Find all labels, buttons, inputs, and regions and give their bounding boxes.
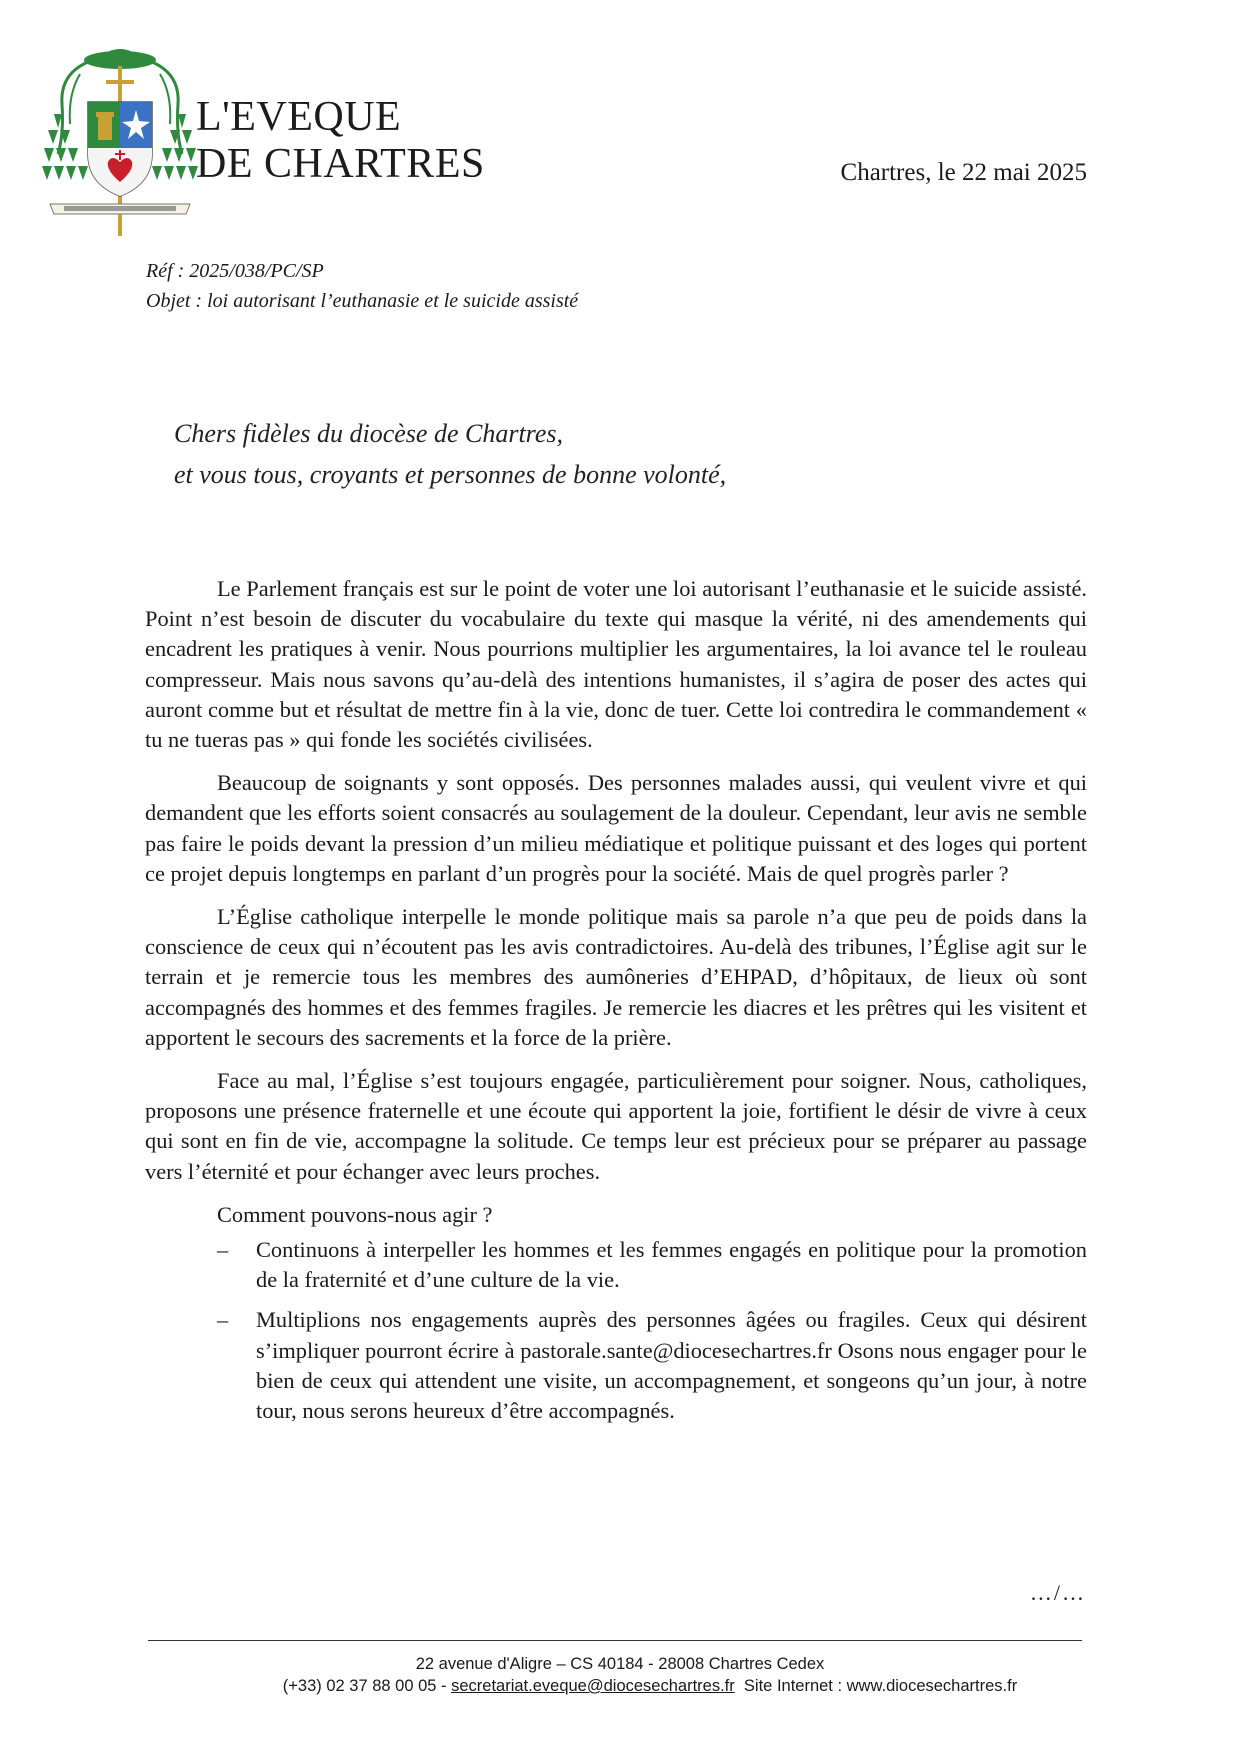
coat-of-arms-icon [40,44,200,239]
letter-body [145,574,1087,1436]
action-list [145,1235,1087,1426]
footer-website: Site Internet : www.diocesechartres.fr [743,1677,1018,1695]
salutation [174,413,726,495]
reference-block [146,256,578,316]
dash-bullet: – [217,1237,229,1263]
paragraph: L’Église catholique interpelle le monde politique mais sa parole n’a que peu de poids dans la conscience de ceux qui n’écoutent pas les avis contradictoires. Au-delà des tribunes, l’Église agit sur le terrain et je remercie tous les membres des aumôneries d’EHPAD, d’hôpitaux, de lieux où sont accompagnés des hommes et des femmes fragiles. Je remercie les diacres et les prêtres qui les visitent et apportent le secours des sacrements et la force de la prière. [145,904,1087,1050]
letter-date: Chartres, le 22 mai 2025 [840,159,1087,186]
paragraph: Le Parlement français est sur le point de voter une loi autorisant l’euthanasie et le suicide assisté. Point n’est besoin de discuter du vocabulaire du texte qui masque la vérité, ni des amendements qui encadrent les pratiques à venir. Nous pourrions multiplier les argumentaires, la loi avance tel le rouleau compresseur. Mais nous savons qu’au-delà des intentions humanistes, il s’agira de poser des actes qui auront comme but et résultat de mettre fin à la vie, donc de tuer. Cette loi contredira le commandement « tu ne tueras pas » qui fonde les sociétés civilisées. [145,576,1087,753]
question: Comment pouvons-nous agir ? [217,1201,493,1227]
footer-contact [0,1675,1240,1697]
paragraph: Face au mal, l’Église s’est toujours engagée, particulièrement pour soigner. Nous, catholiques, proposons une présence fraternelle et une écoute qui apportent la joie, fortifient le désir de vivre à ceux qui sont en fin de vie, accompagne la solitude. Ce temps leur est précieux pour se préparer au passage vers l’éternité et pour échanger avec leurs proches. [145,1068,1087,1184]
paragraph: Beaucoup de soignants y sont opposés. Des personnes malades aussi, qui veulent vivre et qui demandent que les efforts soient consacrés au soulagement de la douleur. Cependant, leur avis ne semble pas faire le poids devant la pression d’un milieu médiatique et politique puissant et des loges qui portent ce projet depuis longtemps en parlant d’un progrès pour la société. Mais de quel progrès parler ? [145,770,1087,886]
email-link[interactable]: secretariat.eveque@diocesechartres.fr [451,1677,735,1695]
title-line-1: L'EVEQUE [196,94,402,140]
reference-object: Objet : loi autorisant l’euthanasie et le suicide assisté [146,290,579,312]
issuer-title [196,94,485,188]
reference-number: Réf : 2025/038/PC/SP [146,260,324,282]
dash-bullet: – [217,1307,229,1333]
salutation-line-1: Chers fidèles du diocèse de Chartres, [174,419,563,448]
salutation-line-2: et vous tous, croyants et personnes de bonne volonté, [174,460,727,489]
footer-phone: (+33) 02 37 88 00 05 - [282,1677,452,1695]
list-item-text: Multiplions nos engagements auprès des personnes âgées ou fragiles. Ceux qui désirent s’impliquer pourront écrire à pastorale.sante@diocesechartres.fr Osons nous engager pour le bien de ceux qui attendent une visite, un accompagnement, et songeons qu’un jour, à notre tour, nous serons heureux d’être accompagnés. [256,1307,1087,1424]
list-item [145,1305,1087,1426]
footer-address: 22 avenue d'Aligre – CS 40184 - 28008 Chartres Cedex [415,1655,825,1673]
footer-divider [148,1640,1082,1641]
list-item-text: Continuons à interpeller les hommes et les femmes engagés en politique pour la promotion de la fraternité et d’une culture de la vie. [256,1237,1087,1293]
title-line-2: DE CHARTRES [196,141,485,187]
footer [0,1653,1240,1697]
continued-marker: …/… [1029,1580,1086,1605]
list-item [145,1235,1087,1295]
